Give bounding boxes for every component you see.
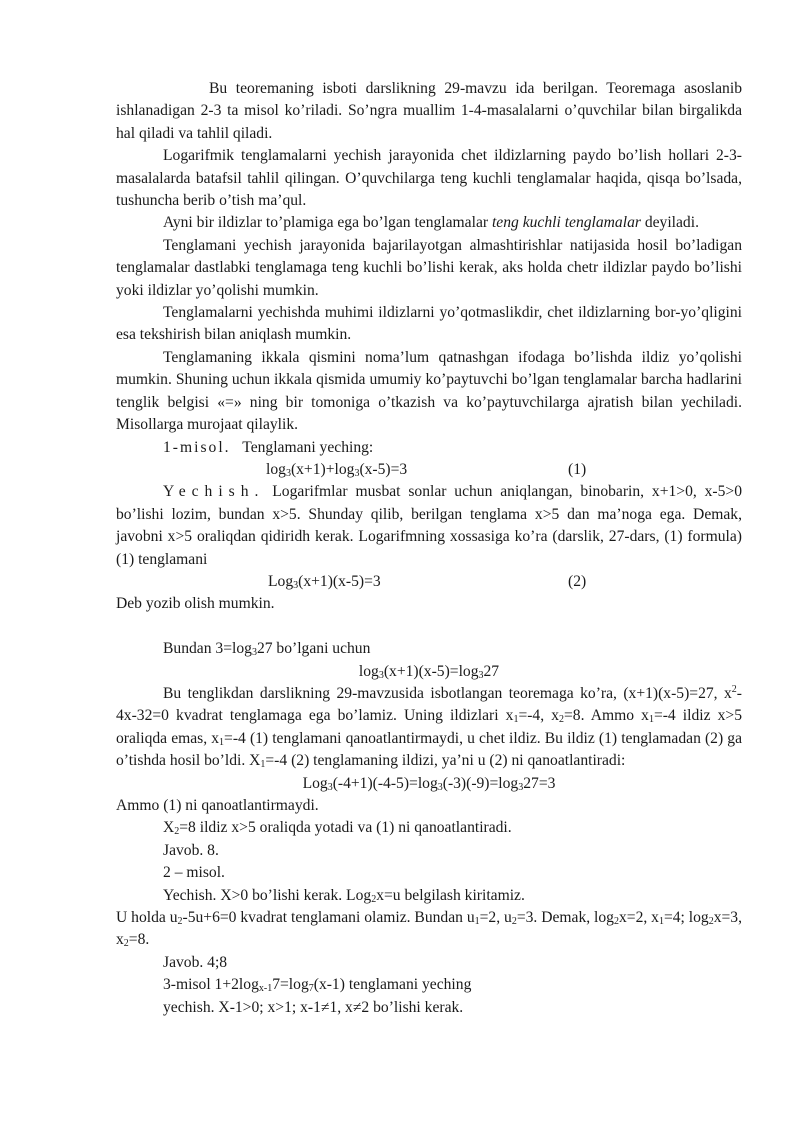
paragraph-quadratic: Bu tenglikdan darslikning 29-mavzusida isbotlangan teoremaga ko’ra, (x+1)(x-5)=27, $x^2-4x-32=0$ kvadrat tenglamaga ega bo’lamiz. Uning ildizlari $x_1=-4$, $x_2=8$. Ammo $x_1=-4$ ildiz x>5 oraliqda emas, $x_1=-4$ (1) tenglamani qanoatlantirmaydi, u chet ildiz. Bu ildiz (1) tenglamadan (2) ga o’tishda hosil bo’ldi. $X_1=-4$ (2) tenglamaning ildizi, ya’ni u (2) ni qanoatlantiradi: bbox=[116, 683, 742, 771]
example-3-heading: 3-misol $1+2\log_{x-1}7=\log_7(x-1)$ tenglamani yeching bbox=[163, 976, 472, 995]
paragraph-not-satisfy: Ammo (1) ni qanoatlantirmaydi. bbox=[116, 796, 319, 814]
equation-1-number: (1) bbox=[568, 460, 587, 478]
equation-2-number: (2) bbox=[568, 572, 587, 590]
paragraph-substitution: U holda $u_2-5u+6=0$ kvadrat tenglamani olamiz. Bundan $u_1=2$, $u_2=3$. Demak, $\log_2x=2$, $x_1=4$; $\log_2x=3$, $x_2=8$. bbox=[116, 908, 743, 950]
equation-2-expression: Log$_3$(x+1)(x-5)=3 bbox=[268, 572, 381, 591]
answer-1: Javob. 8. bbox=[163, 841, 219, 859]
example-1-heading: 1-misol. Tenglamani yeching: bbox=[163, 438, 374, 456]
paragraph-x2-root: $X_2=8$ ildiz x>5 oraliqda yotadi va (1) ni qanoatlantiradi. bbox=[163, 819, 512, 838]
answer-2: Javob. 4;8 bbox=[163, 953, 228, 971]
example-2-heading: 2 – misol. bbox=[163, 864, 225, 882]
paragraph-transformations: Tenglamani yechish jarayonida bajarilayotgan almashtirishlar natijasida hosil bo’ladigan tenglamalar dastlabki tenglamaga teng kuchli bo’lishi kerak, aks holda chetr ildizlar paydo bo’lishi yoki ildizlar yo’qolishi mumkin. bbox=[116, 236, 742, 299]
term-equivalent-equations: teng kuchli tenglamalar bbox=[491, 214, 641, 232]
paragraph-root-checking: Tenglamalarni yechishda muhimi ildizlarni yo’qotmaslikdir, chet ildizlarning bor-yo’qligini esa tekshirish bilan aniqlash mumkin. bbox=[116, 304, 742, 344]
paragraph-definition: Ayni bir ildizlar to’plamiga ega bo’lgan tenglamalar teng kuchli tenglamalar deyiladi. bbox=[163, 214, 699, 232]
equation-2 bbox=[116, 571, 742, 593]
paragraph-solution-3: yechish. X-1>0; x>1; x-1≠1, x≠2 bo’lishi kerak. bbox=[163, 998, 464, 1016]
equation-1-expression: $\log_3(x+1)+\log_3(x-5)=3$ bbox=[266, 460, 408, 479]
paragraph-theorem-proof: Bu teoremaning isboti darslikning 29-mavzu ida berilgan. Teoremaga asoslanib ishlanadigan 2-3 ta misol ko’riladi. So’ngra muallim 1-4-masalalarni o’quvchilar bilan birgalikda hal qiladi va tahlil qiladi. bbox=[116, 80, 742, 142]
paragraph-solution-1: Yechish. Logarifmlar musbat sonlar uchun aniqlangan, binobarin, x+1>0, x-5>0 bo’lishi lozim, bundan x>5. Shunday qilib, berilgan tenglama x>5 dan ma’noga ega. Demak, javobni x>5 oraliqdan qidiridh kerak. Logarifmning xossasiga ko’ra (darslik, 27-dars, (1) formula) (1) tenglamani bbox=[116, 483, 742, 568]
equation-1 bbox=[116, 459, 742, 481]
paragraph-write-as: Deb yozib olish mumkin. bbox=[116, 595, 275, 613]
paragraph-factoring: Tenglamaning ikkala qismini noma’lum qatnashgan ifodaga bo’lishda ildiz yo’qolishi mumkin. Shuning uchun ikkala qismida umumiy ko’paytuvchi bo’lgan tenglamalar barcha hadlarini tenglik belgisi «=» ning bir tomoniga o’tkazish va ko’paytuvchilarga ajratish bilan yechiladi. Misollarga murojaat qilaylik. bbox=[116, 348, 742, 434]
paragraph-solution-2: Yechish. X>0 bo’lishi kerak. Log$_2$x=u belgilash kiritamiz. bbox=[163, 886, 525, 905]
equation-4: $Log_3(-4+1)(-4-5)=\log_3(-3)(-9)=\log_327=3$ bbox=[302, 774, 556, 793]
paragraph-foreign-roots: Logarifmik tenglamalarni yechish jarayonida chet ildizlarning paydo bo’lish hollari 2-3- masalalarda batafsil tahlil qilingan. O’quvchilarga teng kuchli tenglamalar haqida, qisqa bo’lsada, tushuncha berib o’tish ma’qul. bbox=[116, 147, 742, 210]
blank-line bbox=[116, 616, 742, 638]
document-page bbox=[116, 78, 742, 1019]
paragraph-since: Bundan $3=\log_327$ bo’lgani uchun bbox=[163, 640, 371, 659]
equation-3: $\log_3(x+1)(x-5)=\log_327$ bbox=[358, 662, 500, 681]
